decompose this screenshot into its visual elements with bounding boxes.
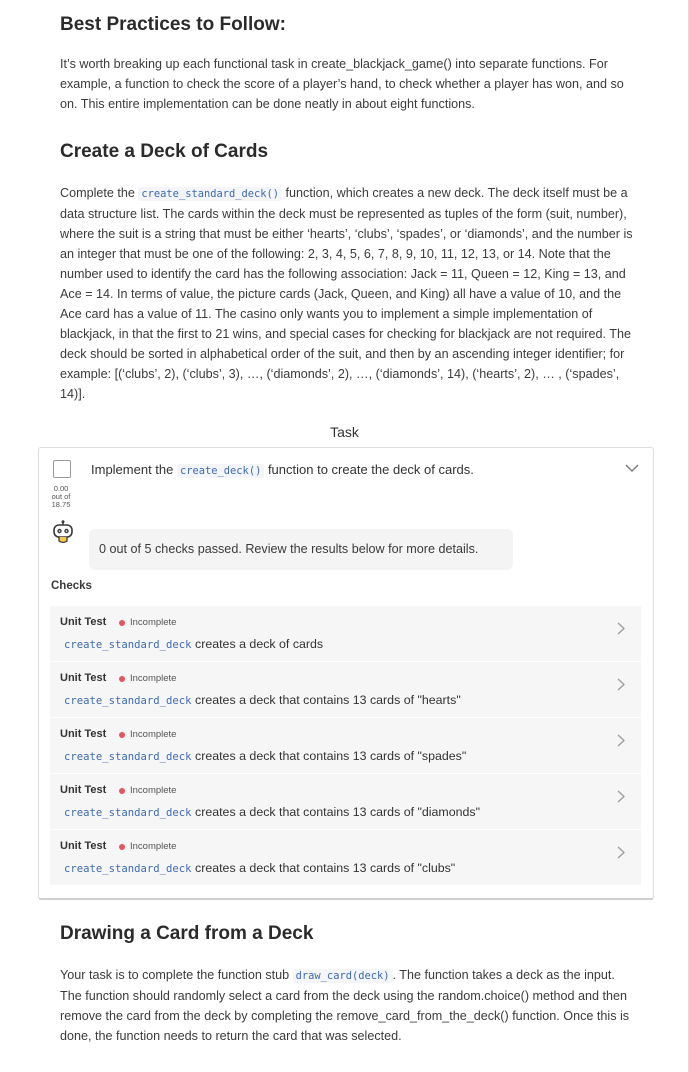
status-dot xyxy=(119,788,125,794)
best-practices-title: Best Practices to Follow: xyxy=(60,14,286,35)
task-description: Implement the create_deck() function to create the deck of cards. xyxy=(91,462,474,477)
chevron-right-icon[interactable] xyxy=(617,734,625,752)
chevron-right-icon[interactable] xyxy=(617,846,625,864)
chevron-right-icon[interactable] xyxy=(617,790,625,808)
check-status: Incomplete xyxy=(130,617,177,628)
chevron-right-icon[interactable] xyxy=(617,622,625,640)
check-row[interactable] xyxy=(50,718,641,774)
check-description: create_standard_deck creates a deck that contains 13 cards of "clubs" xyxy=(64,861,456,875)
status-dot xyxy=(119,844,125,850)
check-summary: 0 out of 5 checks passed. Review the results below for more details. xyxy=(99,542,479,556)
check-status: Incomplete xyxy=(130,785,177,796)
robot-icon xyxy=(52,520,74,544)
create-deck-code: create_deck() xyxy=(177,464,264,478)
status-dot xyxy=(119,732,125,738)
check-status: Incomplete xyxy=(130,673,177,684)
check-type: Unit Test xyxy=(60,784,107,796)
check-row[interactable] xyxy=(50,606,641,662)
status-dot xyxy=(119,620,125,626)
check-summary-bubble xyxy=(89,529,513,570)
check-type: Unit Test xyxy=(60,616,107,628)
draw-card-code: draw_card(deck) xyxy=(293,969,393,983)
best-practices-section xyxy=(60,14,635,114)
check-row[interactable] xyxy=(50,662,641,718)
check-status: Incomplete xyxy=(130,841,177,852)
checks-label: Checks xyxy=(51,580,92,592)
draw-card-title: Drawing a Card from a Deck xyxy=(60,923,314,944)
check-row[interactable] xyxy=(50,774,641,830)
check-description: create_standard_deck creates a deck that contains 13 cards of "diamonds" xyxy=(64,805,481,819)
task-header: Task xyxy=(330,424,359,440)
chevron-right-icon[interactable] xyxy=(617,678,625,696)
draw-card-paragraph: Your task is to complete the function stub draw_card(deck) . The function takes a deck as the input. The function should randomly select a card from the deck using the random.choice() method and then remove the card from the deck by completing the remove_card_from_the_deck() function. Once this is done, the function needs to return the card that was selected. xyxy=(60,968,630,1043)
create-deck-section xyxy=(60,141,635,404)
check-type: Unit Test xyxy=(60,728,107,740)
chevron-down-icon[interactable] xyxy=(625,460,639,476)
check-description: create_standard_deck creates a deck that contains 13 cards of "spades" xyxy=(64,749,467,763)
task-card xyxy=(38,447,654,900)
check-type: Unit Test xyxy=(60,672,107,684)
check-type: Unit Test xyxy=(60,840,107,852)
check-description: create_standard_deck creates a deck of cards xyxy=(64,637,324,651)
check-status: Incomplete xyxy=(130,729,177,740)
check-row[interactable] xyxy=(50,830,641,886)
task-checkbox[interactable] xyxy=(53,460,71,478)
task-score: 0.00 out of 18.75 xyxy=(51,484,71,509)
create-standard-deck-code: create_standard_deck() xyxy=(138,187,282,201)
create-deck-paragraph: Complete the create_standard_deck() function, which creates a new deck. The deck itself must be a data structure list. The cards within the deck must be represented as tuples of the form (suit, number), where the suit is a string that must be either ‘hearts’, ‘clubs’, ‘spades’, or ‘diamonds’, and the number is an integer that must be one of the following: 2, 3, 4, 5, 6, 7, 8, 9, 10, 11, 12, 13, or 14. Note that the number used to identify the card has the following association: Jack = 11, Queen = 12, King = 13, and Ace = 14. In terms of value, the picture cards (Jack, Queen, and King) all have a value of 10, and the Ace card has a value of 11. The casino only wants you to implement a simple implementation of blackjack, in that the first to 21 wins, and special cases for checking for blackjack are not required. The deck should be sorted in alphabetical order of the suit, and then by an ascending integer identifier; for example: [(‘clubs’, 2), (‘clubs’, 3), …, (‘diamonds’, 2), …, (‘diamonds’, 14), (‘hearts’, 2), … , (‘spades’, 14)]. xyxy=(60,186,633,401)
status-dot xyxy=(119,676,125,682)
draw-card-section xyxy=(60,923,635,1046)
best-practices-paragraph: It’s worth breaking up each functional task in create_blackjack_game() into separate functions. For example, a function to check the score of a player’s hand, to check whether a player has won, and so on. This entire implementation can be done neatly in about eight functions. xyxy=(60,57,624,111)
check-description: create_standard_deck creates a deck that contains 13 cards of "hearts" xyxy=(64,693,461,707)
create-deck-title: Create a Deck of Cards xyxy=(60,141,269,162)
